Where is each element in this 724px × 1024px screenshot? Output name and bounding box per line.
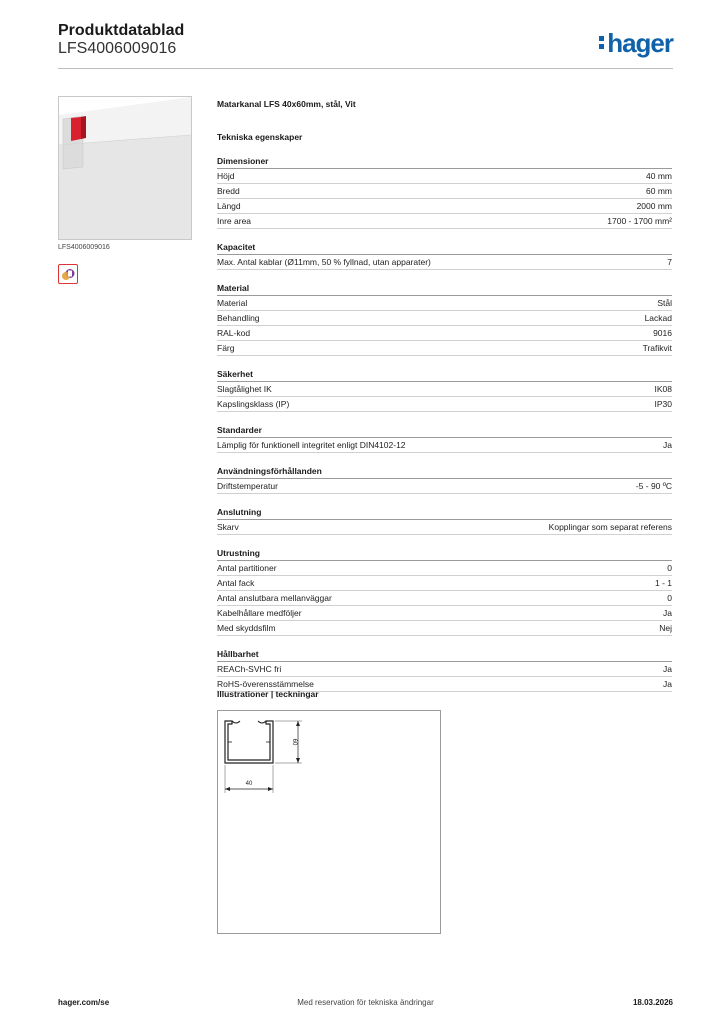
spec-section	[217, 424, 672, 453]
spec-row	[217, 311, 672, 326]
spec-value: Trafikvit	[642, 343, 672, 353]
spec-value: 0	[667, 593, 672, 603]
spec-row	[217, 326, 672, 341]
product-image	[58, 96, 192, 240]
page-header	[58, 22, 673, 68]
spec-sections	[217, 155, 672, 692]
spec-value: 0	[667, 563, 672, 573]
cable-duct-illustration-icon	[59, 97, 191, 239]
spec-label: Kapslingsklass (IP)	[217, 399, 290, 409]
spec-value: Nej	[659, 623, 672, 633]
spec-row	[217, 184, 672, 199]
spec-row	[217, 169, 672, 184]
section-title: Användningsförhållanden	[217, 465, 672, 479]
specifications-panel	[217, 97, 672, 692]
spec-label: RAL-kod	[217, 328, 251, 338]
section-title: Dimensioner	[217, 155, 672, 169]
spec-value: Ja	[663, 440, 672, 450]
spec-value: 7	[667, 257, 672, 267]
spec-value: Ja	[663, 608, 672, 618]
spec-value: Kopplingar som separat referens	[548, 522, 672, 532]
spec-section	[217, 368, 672, 412]
spec-label: Färg	[217, 343, 235, 353]
footer-disclaimer: Med reservation för tekniska ändringar	[297, 998, 434, 1007]
spec-section	[217, 547, 672, 636]
spec-row	[217, 255, 672, 270]
spec-label: Max. Antal kablar (Ø11mm, 50 % fyllnad, utan apparater)	[217, 257, 431, 267]
spec-label: Höjd	[217, 171, 235, 181]
section-title: Säkerhet	[217, 368, 672, 382]
spec-label: Längd	[217, 201, 241, 211]
drawing-width-label: 40	[245, 781, 253, 787]
spec-label: Antal fack	[217, 578, 255, 588]
spec-value: 9016	[653, 328, 672, 338]
sustainability-badge-icon	[58, 264, 78, 284]
header-divider	[58, 68, 673, 69]
spec-row	[217, 397, 672, 412]
spec-value: 40 mm	[646, 171, 672, 181]
section-title: Hållbarhet	[217, 648, 672, 662]
spec-row	[217, 662, 672, 677]
spec-row	[217, 621, 672, 636]
spec-value: Ja	[663, 679, 672, 689]
illustrations-heading: Illustrationer | teckningar	[217, 689, 319, 699]
spec-row	[217, 591, 672, 606]
spec-row	[217, 576, 672, 591]
spec-label: Kabelhållare medföljer	[217, 608, 302, 618]
section-title: Standarder	[217, 424, 672, 438]
product-code-caption: LFS4006009016	[58, 244, 110, 251]
section-title: Anslutning	[217, 506, 672, 520]
spec-row	[217, 438, 672, 453]
spec-value: Ja	[663, 664, 672, 674]
section-title: Kapacitet	[217, 241, 672, 255]
spec-value: IP30	[654, 399, 672, 409]
spec-label: Med skyddsfilm	[217, 623, 276, 633]
spec-value: 1 - 1	[654, 578, 672, 588]
product-code-heading: LFS4006009016	[58, 40, 177, 57]
spec-row	[217, 479, 672, 494]
spec-section	[217, 241, 672, 270]
spec-label: Antal anslutbara mellanväggar	[217, 593, 332, 603]
section-title: Utrustning	[217, 547, 672, 561]
technical-drawing-box	[217, 710, 441, 934]
spec-section	[217, 282, 672, 356]
spec-row	[217, 561, 672, 576]
document-title: Produktdatablad	[58, 22, 185, 39]
spec-value: IK08	[654, 384, 672, 394]
spec-label: RoHS-överensstämmelse	[217, 679, 314, 689]
spec-value: 2000 mm	[636, 201, 672, 211]
footer-website-link[interactable]: hager.com/se	[58, 998, 110, 1007]
spec-label: Slagtålighet IK	[217, 384, 272, 394]
spec-row	[217, 296, 672, 311]
spec-value: Stål	[657, 298, 672, 308]
spec-row	[217, 341, 672, 356]
logo-text: hager	[607, 28, 673, 58]
page-footer	[58, 998, 673, 1012]
spec-label: REACh-SVHC fri	[217, 664, 282, 674]
drawing-height-label: 60	[291, 738, 297, 746]
spec-label: Behandling	[217, 313, 260, 323]
spec-section	[217, 648, 672, 692]
spec-row	[217, 382, 672, 397]
spec-label: Skarv	[217, 522, 239, 532]
spec-row	[217, 199, 672, 214]
technical-properties-heading: Tekniska egenskaper	[217, 132, 303, 142]
technical-drawing-icon	[218, 711, 440, 933]
spec-label: Lämplig för funktionell integritet enligt DIN4102-12	[217, 440, 406, 450]
spec-row	[217, 606, 672, 621]
spec-value: 1700 - 1700 mm²	[607, 216, 672, 226]
spec-row	[217, 214, 672, 229]
spec-value: 60 mm	[646, 186, 672, 196]
spec-section	[217, 506, 672, 535]
footer-date: 18.03.2026	[632, 998, 673, 1007]
spec-label: Inre area	[217, 216, 252, 226]
spec-row	[217, 520, 672, 535]
spec-label: Antal partitioner	[217, 563, 277, 573]
product-name: Matarkanal LFS 40x60mm, stål, Vit	[217, 99, 356, 109]
section-title: Material	[217, 282, 672, 296]
logo-dots-icon	[599, 33, 605, 51]
spec-value: Lackad	[644, 313, 672, 323]
spec-section	[217, 465, 672, 494]
spec-section	[217, 155, 672, 229]
hager-logo[interactable]	[599, 28, 673, 59]
spec-label: Driftstemperatur	[217, 481, 278, 491]
spec-label: Material	[217, 298, 248, 308]
spec-label: Bredd	[217, 186, 240, 196]
spec-value: -5 - 90 ºC	[635, 481, 672, 491]
